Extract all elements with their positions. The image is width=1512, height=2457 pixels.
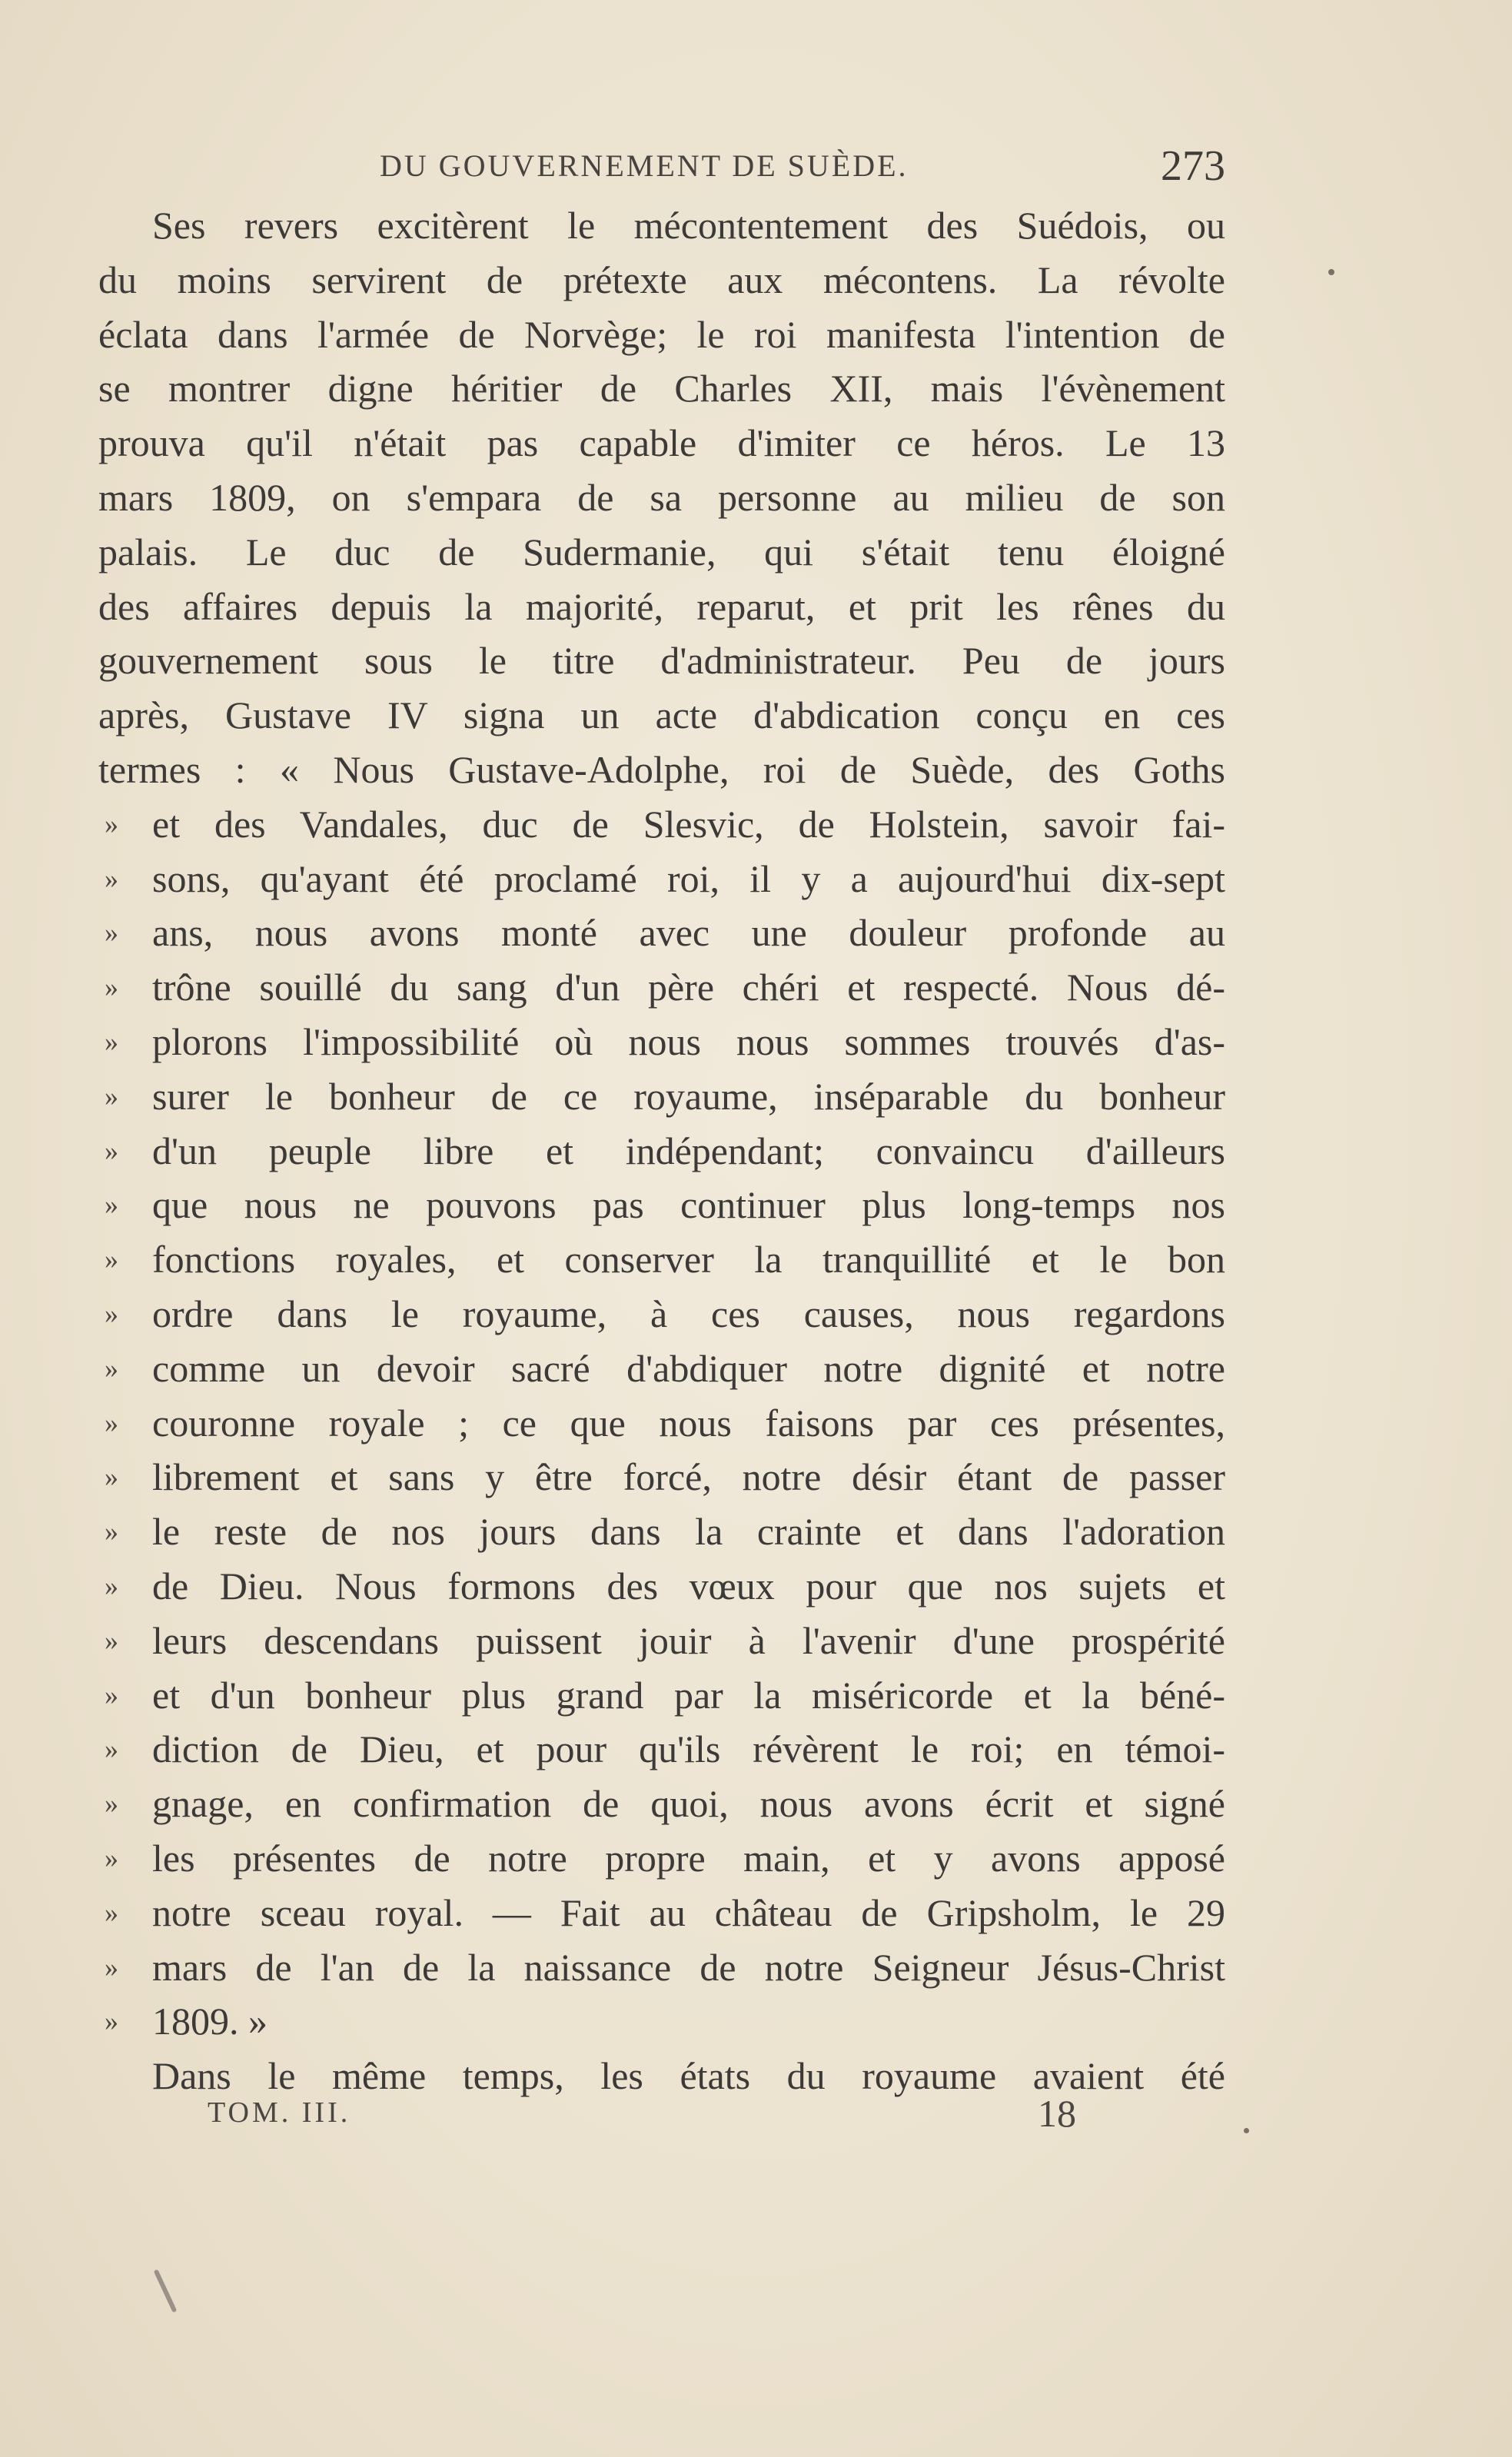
quoted-line <box>98 960 1225 1015</box>
quoted-line <box>98 906 1225 960</box>
quoted-text: 1809. » <box>152 2000 268 2043</box>
quote-mark: » <box>105 1842 118 1874</box>
ink-speck <box>154 2269 178 2313</box>
quote-mark: » <box>105 1897 118 1928</box>
quoted-line <box>98 1450 1225 1504</box>
quoted-text: fonctions royales, et conserver la tranquillité et le bon <box>152 1238 1225 1282</box>
quoted-line <box>98 1396 1225 1451</box>
quoted-text: que nous ne pouvons pas continuer plus long-temps nos <box>152 1183 1225 1227</box>
quote-mark: » <box>105 1026 118 1057</box>
quote-mark: » <box>105 1951 118 1983</box>
quote-mark: » <box>105 1679 118 1711</box>
quoted-line <box>98 1342 1225 1396</box>
quote-mark: » <box>105 972 118 1003</box>
quoted-text: leurs descendans puissent jouir à l'avenir d'une prospérité <box>152 1618 1225 1662</box>
quote-mark: » <box>105 1244 118 1275</box>
quoted-text: le reste de nos jours dans la crainte et dans l'adoration <box>152 1510 1225 1554</box>
text-line: après, Gustave IV signa un acte d'abdication conçu en ces <box>98 693 1225 737</box>
sheet-number: 18 <box>1038 2092 1076 2135</box>
quoted-line <box>98 1940 1225 1995</box>
quoted-text: comme un devoir sacré d'abdiquer notre dignité et notre <box>152 1346 1225 1390</box>
quoted-line <box>98 1287 1225 1342</box>
text-line: éclata dans l'armée de Norvège; le roi manifesta l'intention de <box>98 312 1225 356</box>
quote-mark: » <box>105 1516 118 1548</box>
quote-mark: » <box>105 1570 118 1601</box>
quoted-line <box>98 797 1225 852</box>
text-line: du moins servirent de prétexte aux mécontens. La révolte <box>98 258 1225 301</box>
page-footer <box>208 2091 1076 2137</box>
quote-mark: » <box>105 1788 118 1820</box>
quoted-line <box>98 1069 1225 1124</box>
quoted-line <box>98 1559 1225 1614</box>
quoted-line <box>98 1124 1225 1179</box>
quote-mark: » <box>105 917 118 949</box>
quote-mark: » <box>105 1352 118 1384</box>
quoted-text: gnage, en confirmation de quoi, nous avons écrit et signé <box>152 1782 1225 1826</box>
quote-mark: » <box>105 1189 118 1221</box>
quoted-line <box>98 852 1225 906</box>
text-line: termes : « Nous Gustave-Adolphe, roi de Suède, des Goths <box>98 747 1225 791</box>
quote-mark: » <box>105 1298 118 1329</box>
quoted-line <box>98 1777 1225 1831</box>
quoted-text: ans, nous avons monté avec une douleur profonde au <box>152 911 1225 955</box>
quoted-line <box>98 1504 1225 1559</box>
quoted-text: et d'un bonheur plus grand par la miséricorde et la béné- <box>152 1673 1225 1717</box>
text-line: mars 1809, on s'empara de sa personne au milieu de son <box>98 475 1225 519</box>
quoted-text: notre sceau royal. — Fait au château de Gripsholm, le 29 <box>152 1890 1225 1934</box>
body-text <box>98 198 1225 2103</box>
quoted-text: les présentes de notre propre main, et y avons apposé <box>152 1836 1225 1880</box>
quoted-text: trône souillé du sang d'un père chéri et respecté. Nous dé- <box>152 966 1225 1009</box>
quoted-line <box>98 1831 1225 1886</box>
quoted-text: diction de Dieu, et pour qu'ils révèrent le roi; en témoi- <box>152 1727 1225 1771</box>
ink-speck <box>1244 2128 1249 2133</box>
quote-mark: » <box>105 1461 118 1493</box>
quoted-text: couronne royale ; ce que nous faisons par ces présentes, <box>152 1401 1225 1445</box>
quoted-text: librement et sans y être forcé, notre désir étant de passer <box>152 1455 1225 1499</box>
quoted-line <box>98 1668 1225 1723</box>
quoted-line <box>98 1015 1225 1069</box>
text-line: se montrer digne héritier de Charles XII, mais l'évènement <box>98 367 1225 411</box>
quote-mark: » <box>105 2006 118 2037</box>
text-line: Ses revers excitèrent le mécontentement des Suédois, ou <box>152 204 1225 247</box>
quote-mark: » <box>105 1734 118 1765</box>
quoted-text: mars de l'an de la naissance de notre Seigneur Jésus-Christ <box>152 1945 1225 1989</box>
quoted-text: plorons l'impossibilité où nous nous sommes trouvés d'as- <box>152 1019 1225 1063</box>
quoted-line <box>98 1178 1225 1232</box>
quoted-line <box>98 1994 1225 2049</box>
quoted-text: surer le bonheur de ce royaume, inséparable du bonheur <box>152 1074 1225 1118</box>
text-line: des affaires depuis la majorité, reparut, et prit les rênes du <box>98 584 1225 628</box>
quoted-line <box>98 1232 1225 1287</box>
quoted-text: ordre dans le royaume, à ces causes, nous regardons <box>152 1292 1225 1335</box>
quoted-line <box>98 1722 1225 1777</box>
quote-mark: » <box>105 1080 118 1112</box>
quoted-line <box>98 1614 1225 1668</box>
quoted-text: de Dieu. Nous formons des vœux pour que nos sujets et <box>152 1564 1225 1608</box>
volume-signature: TOM. III. <box>208 2096 351 2129</box>
text-line: Dans le même temps, les états du royaume avaient été <box>152 2054 1225 2098</box>
page-number: 273 <box>1161 142 1225 190</box>
quote-mark: » <box>105 808 118 840</box>
quote-mark: » <box>105 1624 118 1656</box>
quote-mark: » <box>105 1135 118 1166</box>
ink-speck <box>1328 269 1334 275</box>
text-line: gouvernement sous le titre d'administrateur. Peu de jours <box>98 639 1225 683</box>
quote-mark: » <box>105 1407 118 1438</box>
quoted-text: sons, qu'ayant été proclamé roi, il y a aujourd'hui dix-sept <box>152 856 1225 900</box>
quoted-text: et des Vandales, duc de Slesvic, de Holstein, savoir fai- <box>152 802 1225 846</box>
running-head: DU GOUVERNEMENT DE SUÈDE. <box>380 148 909 183</box>
quote-mark: » <box>105 863 118 894</box>
quoted-text: d'un peuple libre et indépendant; convaincu d'ailleurs <box>152 1129 1225 1172</box>
text-line: palais. Le duc de Sudermanie, qui s'était tenu éloigné <box>98 530 1225 574</box>
page-header <box>380 138 1225 192</box>
quoted-line <box>98 1886 1225 1940</box>
text-line: prouva qu'il n'était pas capable d'imiter ce héros. Le 13 <box>98 421 1225 465</box>
